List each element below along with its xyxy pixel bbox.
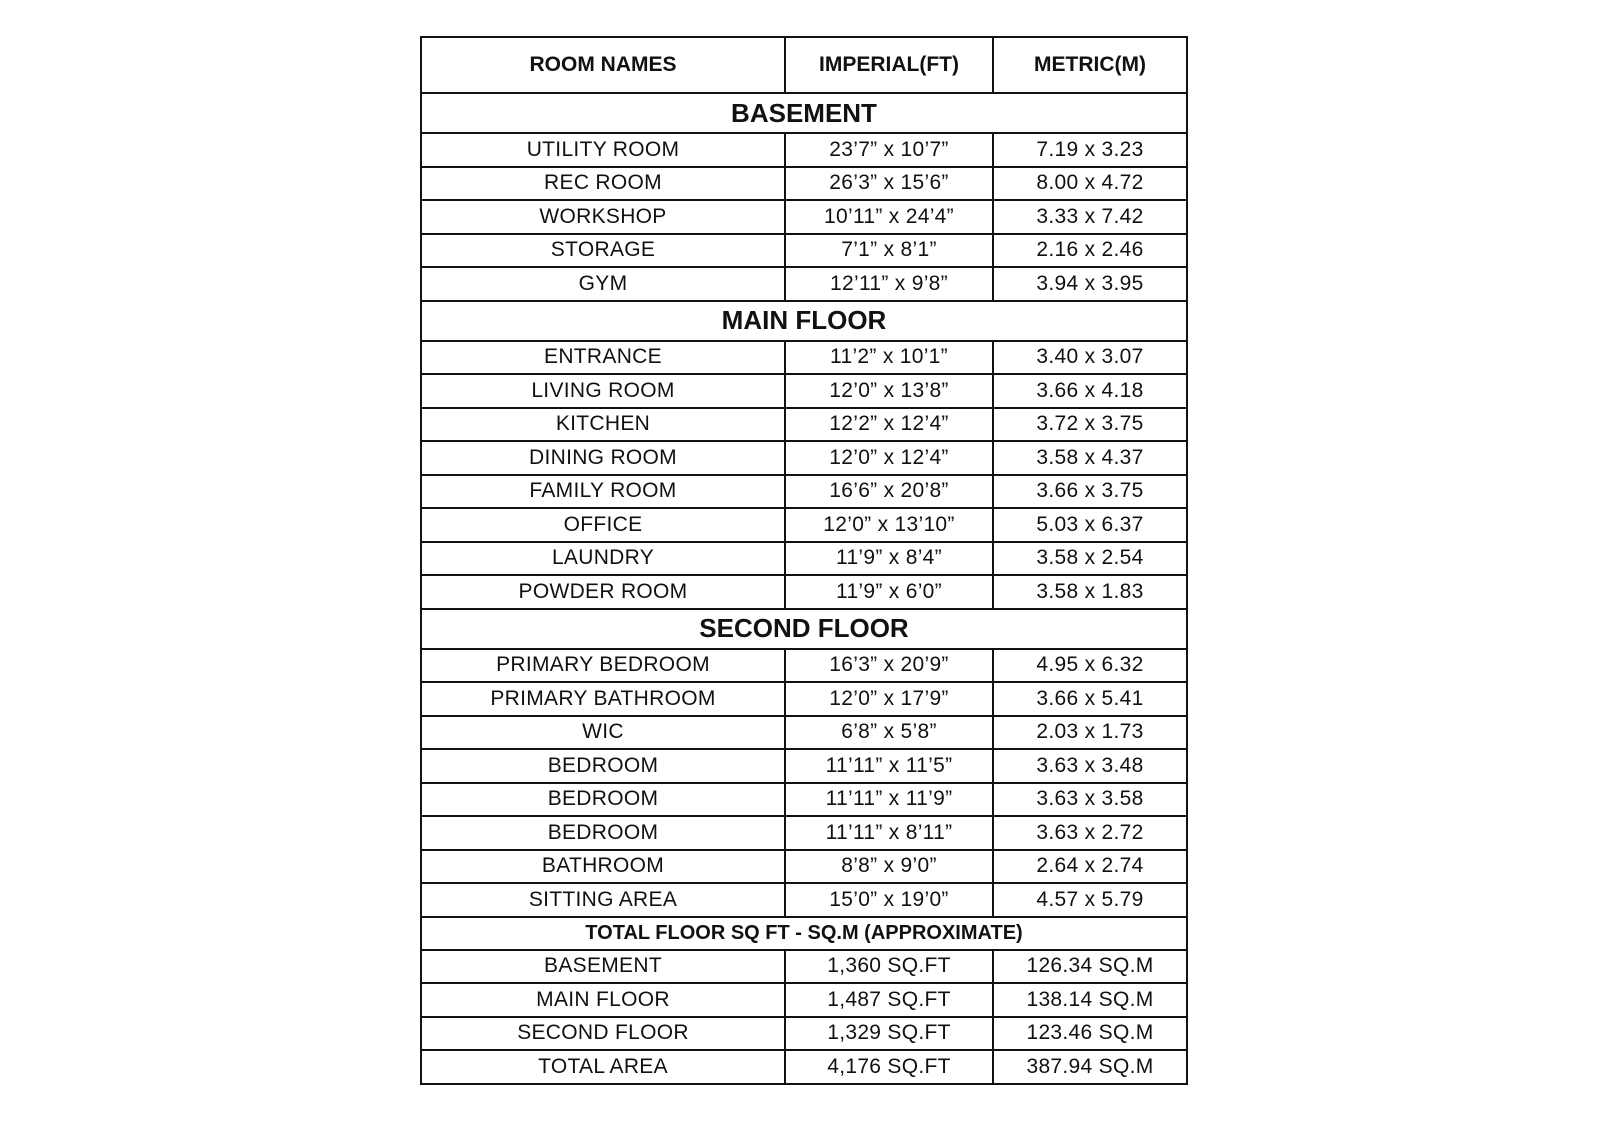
table-row [421, 475, 1187, 509]
room-name: BATHROOM [421, 850, 785, 884]
room-name: BEDROOM [421, 783, 785, 817]
room-name: OFFICE [421, 508, 785, 542]
metric-area: 387.94 SQ.M [993, 1050, 1187, 1084]
imperial-value: 10’11” x 24’4” [785, 200, 993, 234]
metric-value: 3.63 x 2.72 [993, 816, 1187, 850]
imperial-value: 11’11” x 11’9” [785, 783, 993, 817]
metric-value: 2.64 x 2.74 [993, 850, 1187, 884]
floor-name: SECOND FLOOR [421, 1017, 785, 1051]
imperial-header: IMPERIAL(FT) [785, 37, 993, 93]
room-names-header: ROOM NAMES [421, 37, 785, 93]
table-row [421, 441, 1187, 475]
imperial-value: 11’11” x 11’5” [785, 749, 993, 783]
metric-value: 3.33 x 7.42 [993, 200, 1187, 234]
room-name: STORAGE [421, 234, 785, 268]
metric-value: 2.03 x 1.73 [993, 716, 1187, 750]
metric-value: 3.58 x 4.37 [993, 441, 1187, 475]
room-name: BEDROOM [421, 749, 785, 783]
table-row [421, 749, 1187, 783]
table-row [421, 950, 1187, 984]
section-title: MAIN FLOOR [421, 301, 1187, 341]
table-row [421, 850, 1187, 884]
section-header-basement [421, 93, 1187, 133]
metric-value: 3.40 x 3.07 [993, 341, 1187, 375]
metric-header: METRIC(M) [993, 37, 1187, 93]
table-row [421, 234, 1187, 268]
section-header-second-floor [421, 609, 1187, 649]
metric-value: 4.57 x 5.79 [993, 883, 1187, 917]
imperial-area: 4,176 SQ.FT [785, 1050, 993, 1084]
table-row [421, 816, 1187, 850]
table-row [421, 1017, 1187, 1051]
imperial-area: 1,360 SQ.FT [785, 950, 993, 984]
room-name: LAUNDRY [421, 542, 785, 576]
imperial-value: 8’8” x 9’0” [785, 850, 993, 884]
table-row [421, 682, 1187, 716]
imperial-value: 12’0” x 17’9” [785, 682, 993, 716]
table-row [421, 983, 1187, 1017]
imperial-value: 11’9” x 6’0” [785, 575, 993, 609]
imperial-area: 1,329 SQ.FT [785, 1017, 993, 1051]
room-name: UTILITY ROOM [421, 133, 785, 167]
imperial-value: 12’2” x 12’4” [785, 408, 993, 442]
imperial-value: 15’0” x 19’0” [785, 883, 993, 917]
floor-name: BASEMENT [421, 950, 785, 984]
metric-value: 3.66 x 5.41 [993, 682, 1187, 716]
section-header-main-floor [421, 301, 1187, 341]
room-name: ENTRANCE [421, 341, 785, 375]
metric-value: 3.66 x 3.75 [993, 475, 1187, 509]
table-row [421, 783, 1187, 817]
section-header-totals [421, 917, 1187, 950]
imperial-value: 12’0” x 13’10” [785, 508, 993, 542]
room-name: KITCHEN [421, 408, 785, 442]
imperial-value: 12’11” x 9’8” [785, 267, 993, 301]
table-row [421, 374, 1187, 408]
imperial-value: 16’6” x 20’8” [785, 475, 993, 509]
room-name: DINING ROOM [421, 441, 785, 475]
imperial-value: 12’0” x 12’4” [785, 441, 993, 475]
room-name: WORKSHOP [421, 200, 785, 234]
metric-value: 4.95 x 6.32 [993, 649, 1187, 683]
metric-value: 3.58 x 1.83 [993, 575, 1187, 609]
table-row [421, 408, 1187, 442]
room-name: REC ROOM [421, 167, 785, 201]
metric-area: 123.46 SQ.M [993, 1017, 1187, 1051]
floor-name: TOTAL AREA [421, 1050, 785, 1084]
table-row [421, 167, 1187, 201]
metric-value: 3.58 x 2.54 [993, 542, 1187, 576]
table-header-row [421, 37, 1187, 93]
metric-value: 3.66 x 4.18 [993, 374, 1187, 408]
imperial-value: 16’3” x 20’9” [785, 649, 993, 683]
metric-value: 8.00 x 4.72 [993, 167, 1187, 201]
imperial-value: 26’3” x 15’6” [785, 167, 993, 201]
table-row [421, 1050, 1187, 1084]
section-title: TOTAL FLOOR SQ FT - SQ.M (APPROXIMATE) [421, 917, 1187, 950]
table-row [421, 508, 1187, 542]
section-title: BASEMENT [421, 93, 1187, 133]
room-name: PRIMARY BATHROOM [421, 682, 785, 716]
room-name: POWDER ROOM [421, 575, 785, 609]
table-row [421, 649, 1187, 683]
imperial-value: 7’1” x 8’1” [785, 234, 993, 268]
imperial-area: 1,487 SQ.FT [785, 983, 993, 1017]
room-name: PRIMARY BEDROOM [421, 649, 785, 683]
section-title: SECOND FLOOR [421, 609, 1187, 649]
room-name: WIC [421, 716, 785, 750]
floor-name: MAIN FLOOR [421, 983, 785, 1017]
table-row [421, 542, 1187, 576]
imperial-value: 11’11” x 8’11” [785, 816, 993, 850]
metric-area: 126.34 SQ.M [993, 950, 1187, 984]
metric-value: 3.94 x 3.95 [993, 267, 1187, 301]
metric-value: 5.03 x 6.37 [993, 508, 1187, 542]
table-row [421, 200, 1187, 234]
room-name: SITTING AREA [421, 883, 785, 917]
imperial-value: 12’0” x 13’8” [785, 374, 993, 408]
metric-value: 2.16 x 2.46 [993, 234, 1187, 268]
table-row [421, 267, 1187, 301]
room-name: GYM [421, 267, 785, 301]
table-row [421, 716, 1187, 750]
imperial-value: 11’9” x 8’4” [785, 542, 993, 576]
metric-value: 3.63 x 3.58 [993, 783, 1187, 817]
room-name: BEDROOM [421, 816, 785, 850]
room-name: FAMILY ROOM [421, 475, 785, 509]
metric-value: 3.72 x 3.75 [993, 408, 1187, 442]
imperial-value: 6’8” x 5’8” [785, 716, 993, 750]
metric-area: 138.14 SQ.M [993, 983, 1187, 1017]
room-dimensions-table [420, 36, 1188, 1085]
imperial-value: 11’2” x 10’1” [785, 341, 993, 375]
table-row [421, 883, 1187, 917]
table-row [421, 575, 1187, 609]
table-row [421, 341, 1187, 375]
room-name: LIVING ROOM [421, 374, 785, 408]
imperial-value: 23’7” x 10’7” [785, 133, 993, 167]
metric-value: 3.63 x 3.48 [993, 749, 1187, 783]
metric-value: 7.19 x 3.23 [993, 133, 1187, 167]
table-row [421, 133, 1187, 167]
